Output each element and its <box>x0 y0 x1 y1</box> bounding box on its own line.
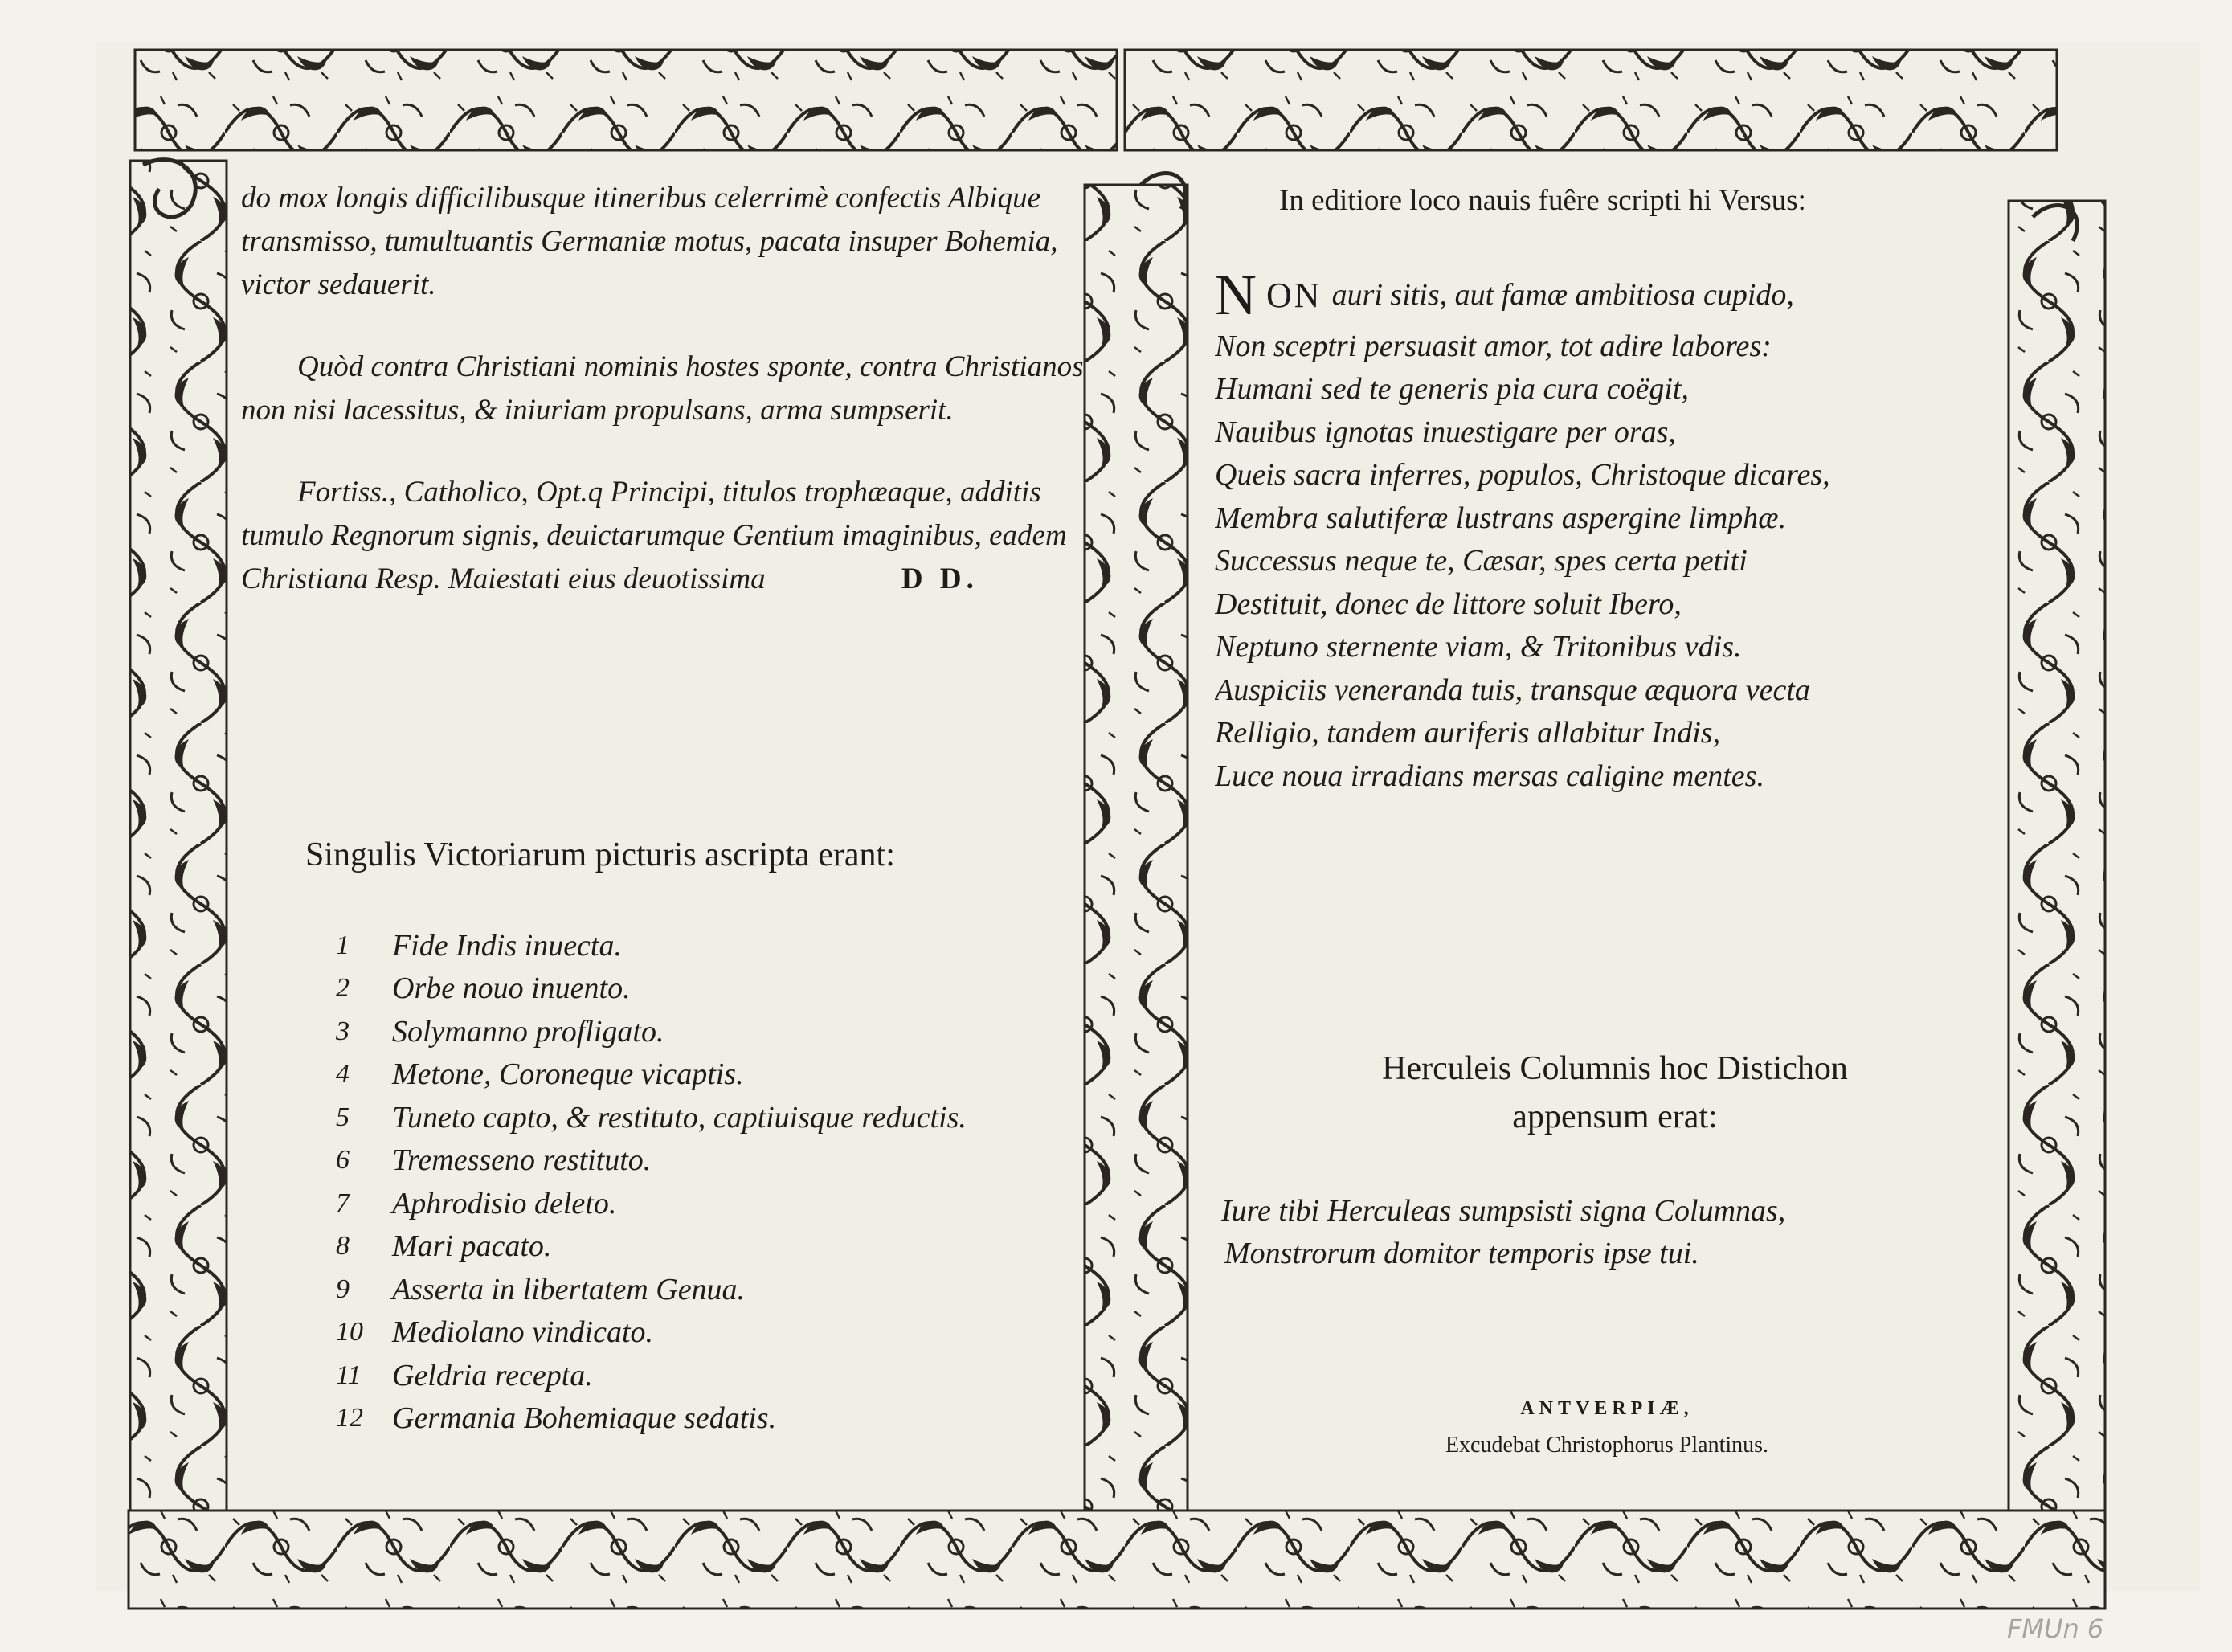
distich <box>1221 1189 1968 1275</box>
distich-heading <box>1253 1045 1977 1141</box>
poem-line: Neptuno sternente viam, & Tritonibus vdis. <box>1215 630 1742 664</box>
item-text: Tremesseno restituto. <box>392 1143 652 1178</box>
list-item <box>336 1182 1123 1225</box>
distich-line: Iure tibi Herculeas sumpsisti signa Columnas, <box>1221 1193 1786 1228</box>
dedication-dd: D D. <box>901 562 979 595</box>
poem-line: Membra salutiferæ lustrans aspergine limphæ. <box>1215 501 1787 535</box>
left-paragraph-3 <box>241 471 1109 601</box>
item-text: Solymanno profligato. <box>392 1014 664 1049</box>
distich-heading-line-1: Herculeis Columnis hoc Distichon <box>1382 1050 1848 1087</box>
imprint-city: ANTVERPIÆ, <box>1520 1398 1694 1419</box>
item-number: 7 <box>336 1188 350 1218</box>
poem <box>1215 265 1970 798</box>
item-number: 11 <box>336 1360 362 1390</box>
poem-line: Luce noua irradians mersas caligine mentes. <box>1215 759 1764 793</box>
item-text: Orbe nouo inuento. <box>392 971 631 1006</box>
item-number: 10 <box>336 1317 363 1347</box>
list-item <box>336 1268 1123 1311</box>
item-number: 8 <box>336 1231 350 1261</box>
list-item <box>336 924 1123 967</box>
poem-line: Humani sed te generis pia cura coëgit, <box>1215 372 1689 407</box>
item-number: 9 <box>336 1274 350 1304</box>
poem-line: Successus neque te, Cæsar, spes certa petiti <box>1215 544 1748 579</box>
poem-line: Relligio, tandem auriferis allabitur Indis, <box>1215 716 1721 750</box>
item-number: 5 <box>336 1102 350 1132</box>
item-text: Metone, Coroneque vicaptis. <box>392 1057 744 1092</box>
poem-line: Nauibus ignotas inuestigare per oras, <box>1215 415 1676 449</box>
item-text: Mediolano vindicato. <box>392 1315 654 1350</box>
victories-list <box>336 924 1123 1440</box>
poem-line <box>1215 265 1970 325</box>
left-prose <box>241 177 1109 640</box>
poem-line: Non sceptri persuasit amor, tot adire labores: <box>1215 329 1772 363</box>
pencil-inventory-mark: FMUn 6 <box>2007 1613 2104 1644</box>
small-caps: ON <box>1266 275 1322 315</box>
poem-line-text: auri sitis, aut famæ ambitiosa cupido, <box>1331 278 1794 312</box>
list-item <box>336 1139 1123 1183</box>
item-text: Germania Bohemiaque sedatis. <box>392 1401 777 1436</box>
list-item <box>336 1354 1123 1397</box>
list-item <box>336 1010 1123 1053</box>
list-item <box>336 1311 1123 1355</box>
item-number: 4 <box>336 1059 350 1090</box>
distich-heading-line-2: appensum erat: <box>1512 1098 1718 1135</box>
verses-heading: In editiore loco nauis fuêre scripti hi Versus: <box>1279 184 1806 217</box>
list-item <box>336 1397 1123 1441</box>
list-item <box>336 1096 1123 1139</box>
poem-line: Auspiciis veneranda tuis, transque æquora vecta <box>1215 673 1810 707</box>
list-item <box>336 967 1123 1011</box>
imprint-printer: Excudebat Christophorus Plantinus. <box>1445 1433 1769 1458</box>
item-number: 12 <box>336 1403 363 1433</box>
left-paragraph-3-text: Fortiss., Catholico, Opt.q Principi, titulos trophæaque, additis tumulo Regnorum signis, deuictarumque Gentium imaginibus, eadem Christiana Resp. Maiestati eius deuotissima <box>241 476 1067 595</box>
imprint <box>1286 1390 1928 1464</box>
drop-initial: N <box>1215 265 1260 327</box>
item-number: 3 <box>336 1016 350 1046</box>
item-number: 1 <box>336 930 350 960</box>
item-text: Tuneto capto, & restituto, captiuisque reductis. <box>392 1100 967 1135</box>
item-text: Fide Indis inuecta. <box>392 928 622 963</box>
item-text: Aphrodisio deleto. <box>392 1186 617 1221</box>
item-number: 2 <box>336 973 350 1004</box>
left-paragraph-1: do mox longis difficilibusque itineribus celerrimè confectis Albique transmisso, tumultuantis Germaniæ motus, pacata insuper Bohemia, victor sedauerit. <box>241 182 1058 301</box>
item-text: Mari pacato. <box>392 1229 552 1264</box>
list-item <box>336 1225 1123 1269</box>
list-item <box>336 1053 1123 1097</box>
item-text: Asserta in libertatem Genua. <box>392 1272 746 1306</box>
item-number: 6 <box>336 1145 350 1176</box>
distich-line: Monstrorum domitor temporis ipse tui. <box>1224 1237 1699 1271</box>
poem-line: Destituit, donec de littore soluit Ibero, <box>1215 587 1682 621</box>
item-text: Geldria recepta. <box>392 1358 593 1392</box>
poem-line: Queis sacra inferres, populos, Christoque dicares, <box>1215 458 1830 493</box>
left-paragraph-2: Quòd contra Christiani nominis hostes sponte, contra Christianos non nisi lacessitus, & iniuriam propulsans, arma sumpserit. <box>241 350 1084 427</box>
victories-heading: Singulis Victoriarum picturis ascripta erant: <box>305 836 895 873</box>
